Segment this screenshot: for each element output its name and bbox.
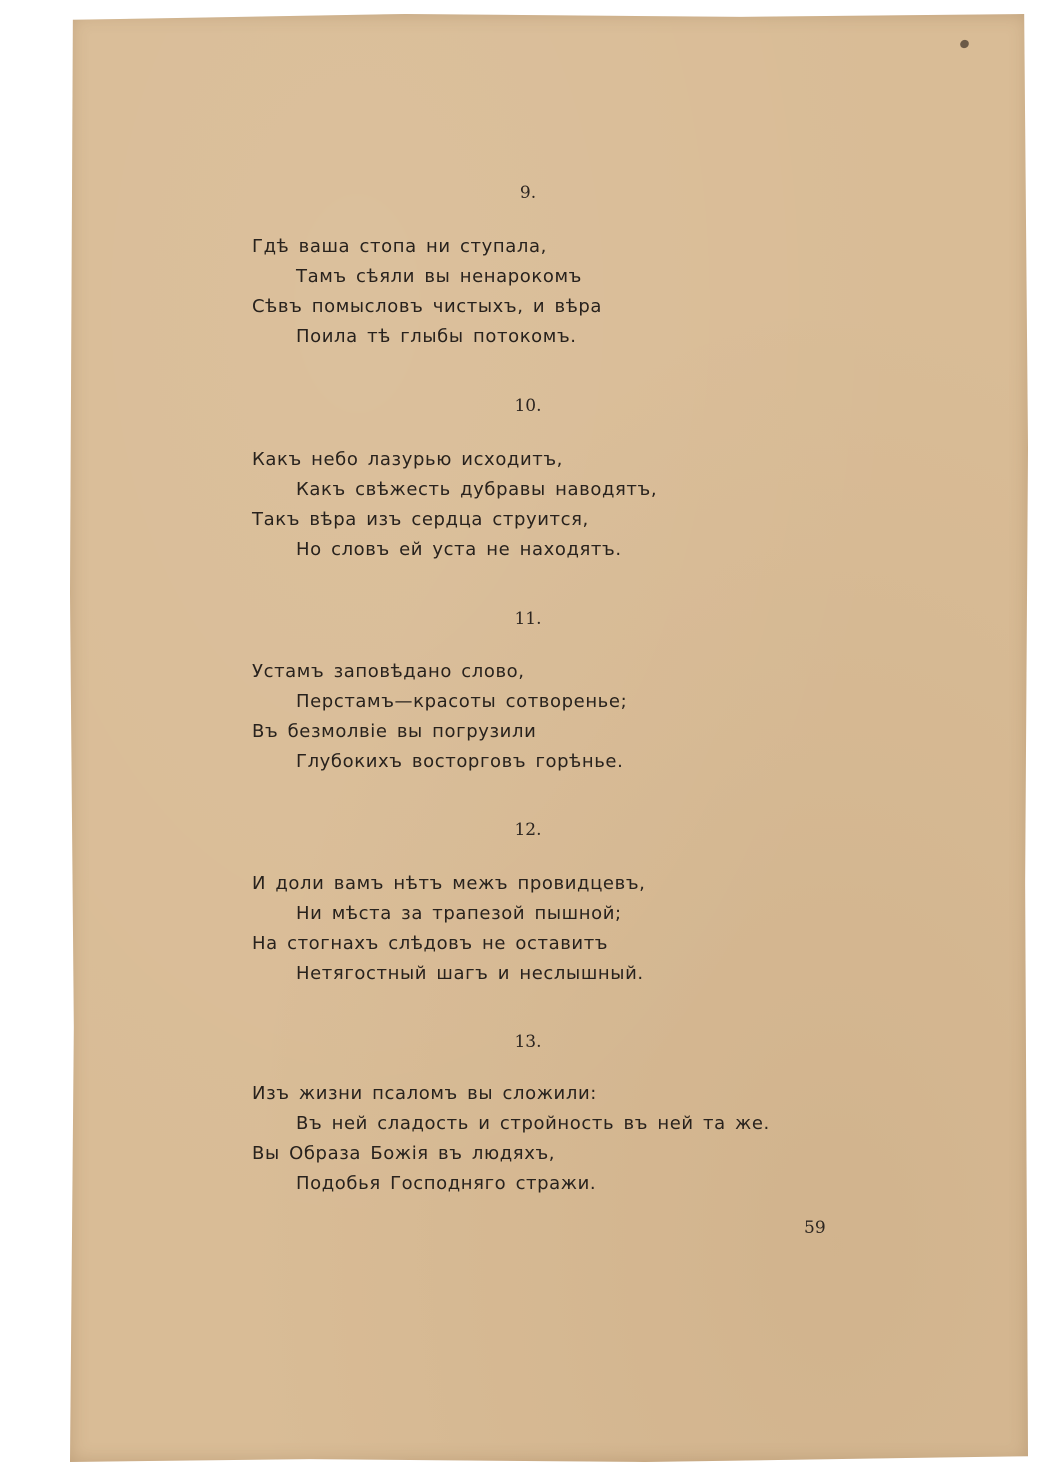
verse-line: Подобья Господняго стражи.	[296, 1173, 597, 1194]
verse-line: Въ ней сладость и стройность въ ней та же.	[296, 1113, 770, 1134]
verse-line: Глубокихъ восторговъ горѣнье.	[296, 751, 624, 772]
verse-line: Какъ небо лазурью исходитъ,	[252, 449, 563, 470]
stanza-number-9: 9.	[519, 183, 537, 203]
stanza-number-11: 11.	[514, 609, 542, 629]
verse-line: Гдѣ ваша стопа ни ступала,	[252, 236, 547, 257]
stanza-10	[252, 445, 812, 565]
verse-line: Поила тѣ глыбы потокомъ.	[296, 326, 577, 347]
verse-line: Нетягостный шагъ и неслышный.	[296, 963, 644, 984]
stanza-number-10: 10.	[514, 396, 542, 416]
stanza-13	[252, 1079, 812, 1199]
verse-line: Вы Образа Божія въ людяхъ,	[252, 1143, 556, 1164]
stanza-9	[252, 232, 812, 352]
verse-line: Тамъ сѣяли вы ненарокомъ	[296, 266, 582, 287]
verse-line: Но словъ ей уста не находятъ.	[296, 539, 622, 560]
verse-line: На стогнахъ слѣдовъ не оставитъ	[252, 933, 609, 954]
verse-line: Изъ жизни псаломъ вы сложили:	[252, 1083, 597, 1104]
verse-line: Ни мѣста за трапезой пышной;	[296, 903, 622, 924]
stanza-11	[252, 657, 812, 777]
verse-line: Устамъ заповѣдано слово,	[252, 661, 525, 682]
page-number: 59	[804, 1218, 826, 1238]
verse-line: Перстамъ—красоты сотворенье;	[296, 691, 628, 712]
stanza-number-13: 13.	[514, 1032, 542, 1052]
stanza-12	[252, 869, 812, 989]
verse-line: Такъ вѣра изъ сердца струится,	[252, 509, 589, 530]
stanza-number-12: 12.	[514, 820, 542, 840]
verse-line: Какъ свѣжесть дубравы наводятъ,	[296, 479, 658, 500]
verse-line: Въ безмолвіе вы погрузили	[252, 721, 537, 742]
verse-line: И доли вамъ нѣтъ межъ провидцевъ,	[252, 873, 646, 894]
verse-line: Сѣвъ помысловъ чистыхъ, и вѣра	[252, 296, 603, 317]
